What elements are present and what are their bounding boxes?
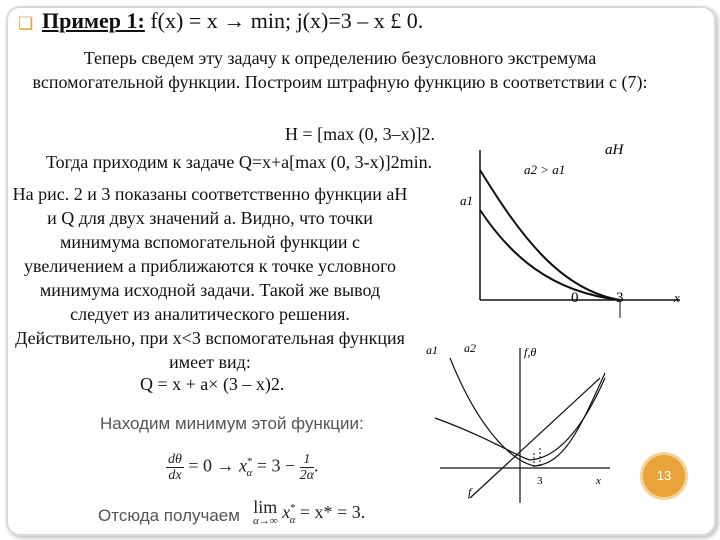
fig2-label-a1: a1	[426, 343, 438, 357]
paragraph-2: На рис. 2 и 3 показаны соответственно функции aH и Q для двух значений a. Видно, что точки минимума вспомогательной функции с увеличением a приближаются к точке условного минимума исходной задачи. Такой же вывод следует из аналитического решения. Действительно, при x<3 вспомогательная функция имеет вид:	[12, 184, 408, 372]
fig1-legend: a2 > a1	[524, 162, 566, 177]
fig2-curve-a1	[450, 358, 605, 466]
solution-fraction: $\frac{1}{2\alpha}$	[299, 452, 314, 483]
fig1-tick-0: 0	[571, 290, 579, 306]
fig2-label-a2: a2	[464, 341, 476, 355]
formula-h: H = [max (0, 3–x)]2.	[284, 124, 436, 144]
figure-penalty-function	[440, 140, 700, 320]
paragraph-1: Теперь сведем эту задачу к определению безусловного экстремума вспомогательной функции. Построим штрафную функцию в соответствии с (7):	[32, 48, 648, 92]
fig2-xlabel: x	[596, 475, 601, 487]
derivative-fraction: $\frac{d\theta}{dx}$	[168, 452, 182, 483]
graphic-caption-1: Находим минимум этой функции:	[100, 414, 364, 433]
fig2-ylabel: f,θ	[524, 345, 537, 359]
heading-title: Пример 1:	[42, 8, 145, 33]
fig1-curve-a2	[480, 170, 620, 300]
fig2-line-f	[470, 378, 600, 498]
fig1-curve-a1	[480, 210, 620, 300]
fig1-curve-label: a1	[460, 193, 473, 208]
paragraph-3: Тогда приходим к задаче Q=x+a[max (0, 3-x)]2min.	[46, 152, 433, 172]
formula-q: Q = x + a× (3 – x)2.	[140, 374, 285, 394]
figure-auxiliary-function	[420, 338, 620, 508]
fig1-tick-3-label: 3	[616, 290, 624, 306]
page-number-badge: 13	[640, 452, 688, 500]
limit-operator: lim α→∞	[253, 497, 278, 527]
fig2-tick-3: 3	[537, 475, 543, 487]
graphic-caption-2: Отсюда получаем	[98, 506, 240, 525]
limit-equation: lim α→∞ $x^*_\alpha = x* = 3$.	[253, 497, 366, 527]
heading-formula: f(x) = x → min; j(x)=3 – x £ 0.	[150, 8, 424, 33]
slide-heading	[42, 8, 423, 34]
bullet-icon: ❏	[18, 14, 34, 33]
fig1-ylabel: aH	[605, 142, 624, 158]
derivative-equation: $\frac{d\theta}{dx} = 0 \to x^*_\alpha = 3$ − $\frac{1}{2\alpha}$.	[168, 452, 319, 483]
fig1-xlabel: x	[674, 290, 680, 305]
fig2-curve-label: f	[468, 485, 472, 499]
